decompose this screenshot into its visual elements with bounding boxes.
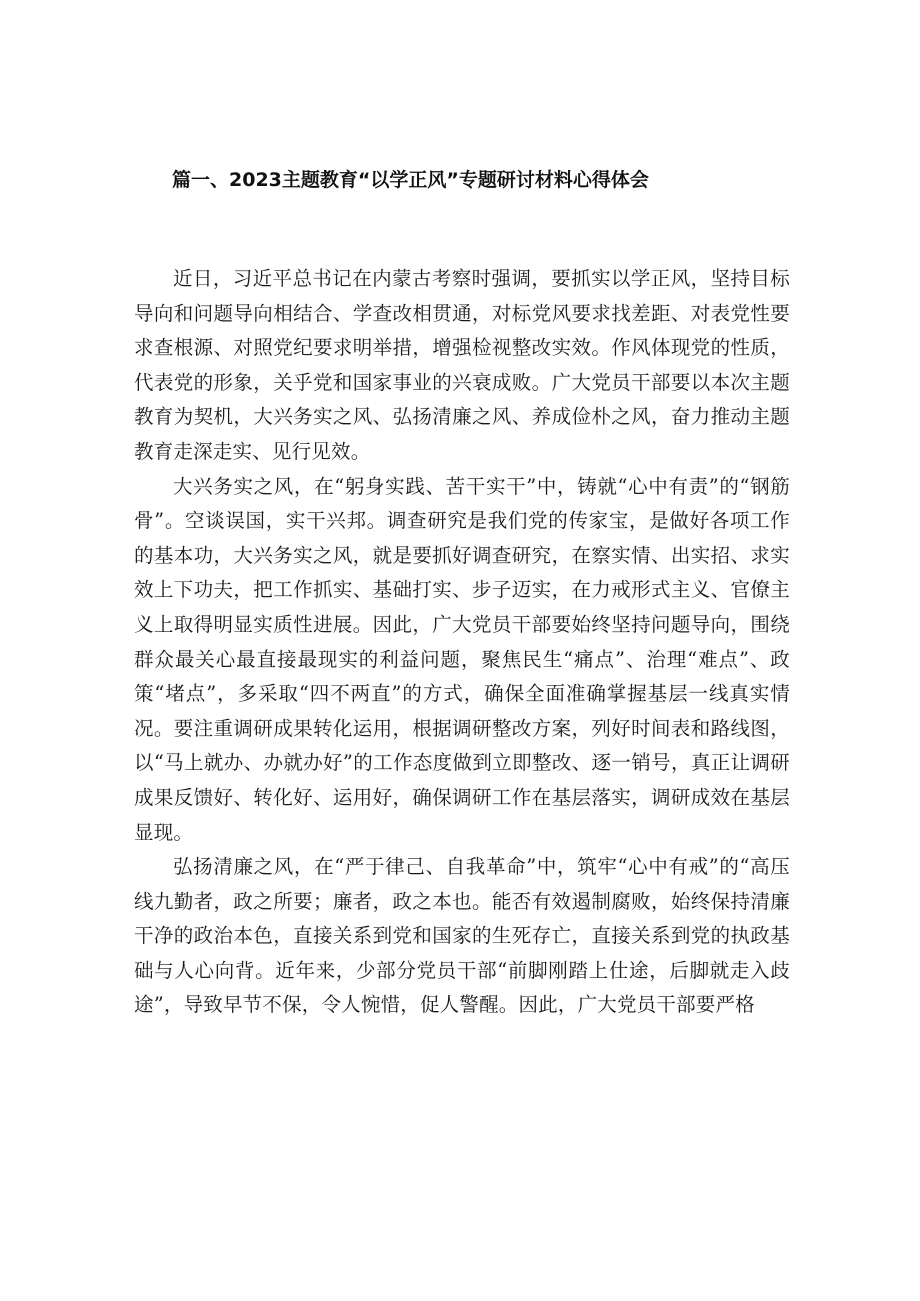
- document-title: 篇一、2023主题教育“以学正风”专题研讨材料心得体会: [172, 169, 649, 191]
- document-body: [134, 262, 790, 1023]
- paragraph-2: 大兴务实之风，在“躬身实践、苦干实干”中，铸就“心中有责”的“钢筋骨”。空谈误国，实干兴邦。调查研究是我们党的传家宝，是做好各项工作的基本功，大兴务实之风，就是要抓好调查研究，在察实情、出实招、求实效上下功夫，把工作抓实、基础打实、步子迈实，在力戒形式主义、官僚主义上取得明显实质性进展。因此，广大党员干部要始终坚持问题导向，围绕群众最关心最直接最现实的利益问题，聚焦民生“痛点”、治理“难点”、政策“堵点”，多采取“四不两直”的方式，确保全面准确掌握基层一线真实情况。要注重调研成果转化运用，根据调研整改方案，列好时间表和路线图，以“马上就办、办就办好”的工作态度做到立即整改、逐一销号，真正让调研成果反馈好、转化好、运用好，确保调研工作在基层落实，调研成效在基层显现。: [134, 474, 790, 844]
- paragraph-1: 近日，习近平总书记在内蒙古考察时强调，要抓实以学正风，坚持目标导向和问题导向相结合、学查改相贯通，对标党风要求找差距、对表党性要求查根源、对照党纪要求明举措，增强检视整改实效。作风体现党的性质，代表党的形象，关乎党和国家事业的兴衰成败。广大党员干部要以本次主题教育为契机，大兴务实之风、弘扬清廉之风、养成俭朴之风，奋力推动主题教育走深走实、见行见效。: [134, 267, 790, 463]
- paragraph-3: 弘扬清廉之风，在“严于律己、自我革命”中，筑牢“心中有戒”的“高压线九勤者，政之所要；廉者，政之本也。能否有效遏制腐败，始终保持清廉干净的政治本色，直接关系到党和国家的生死存亡，直接关系到党的执政基础与人心向背。近年来，少部分党员干部“前脚刚踏上仕途，后脚就走入歧途”，导致早节不保，令人惋惜，促人警醒。因此，广大党员干部要严格: [134, 855, 790, 1017]
